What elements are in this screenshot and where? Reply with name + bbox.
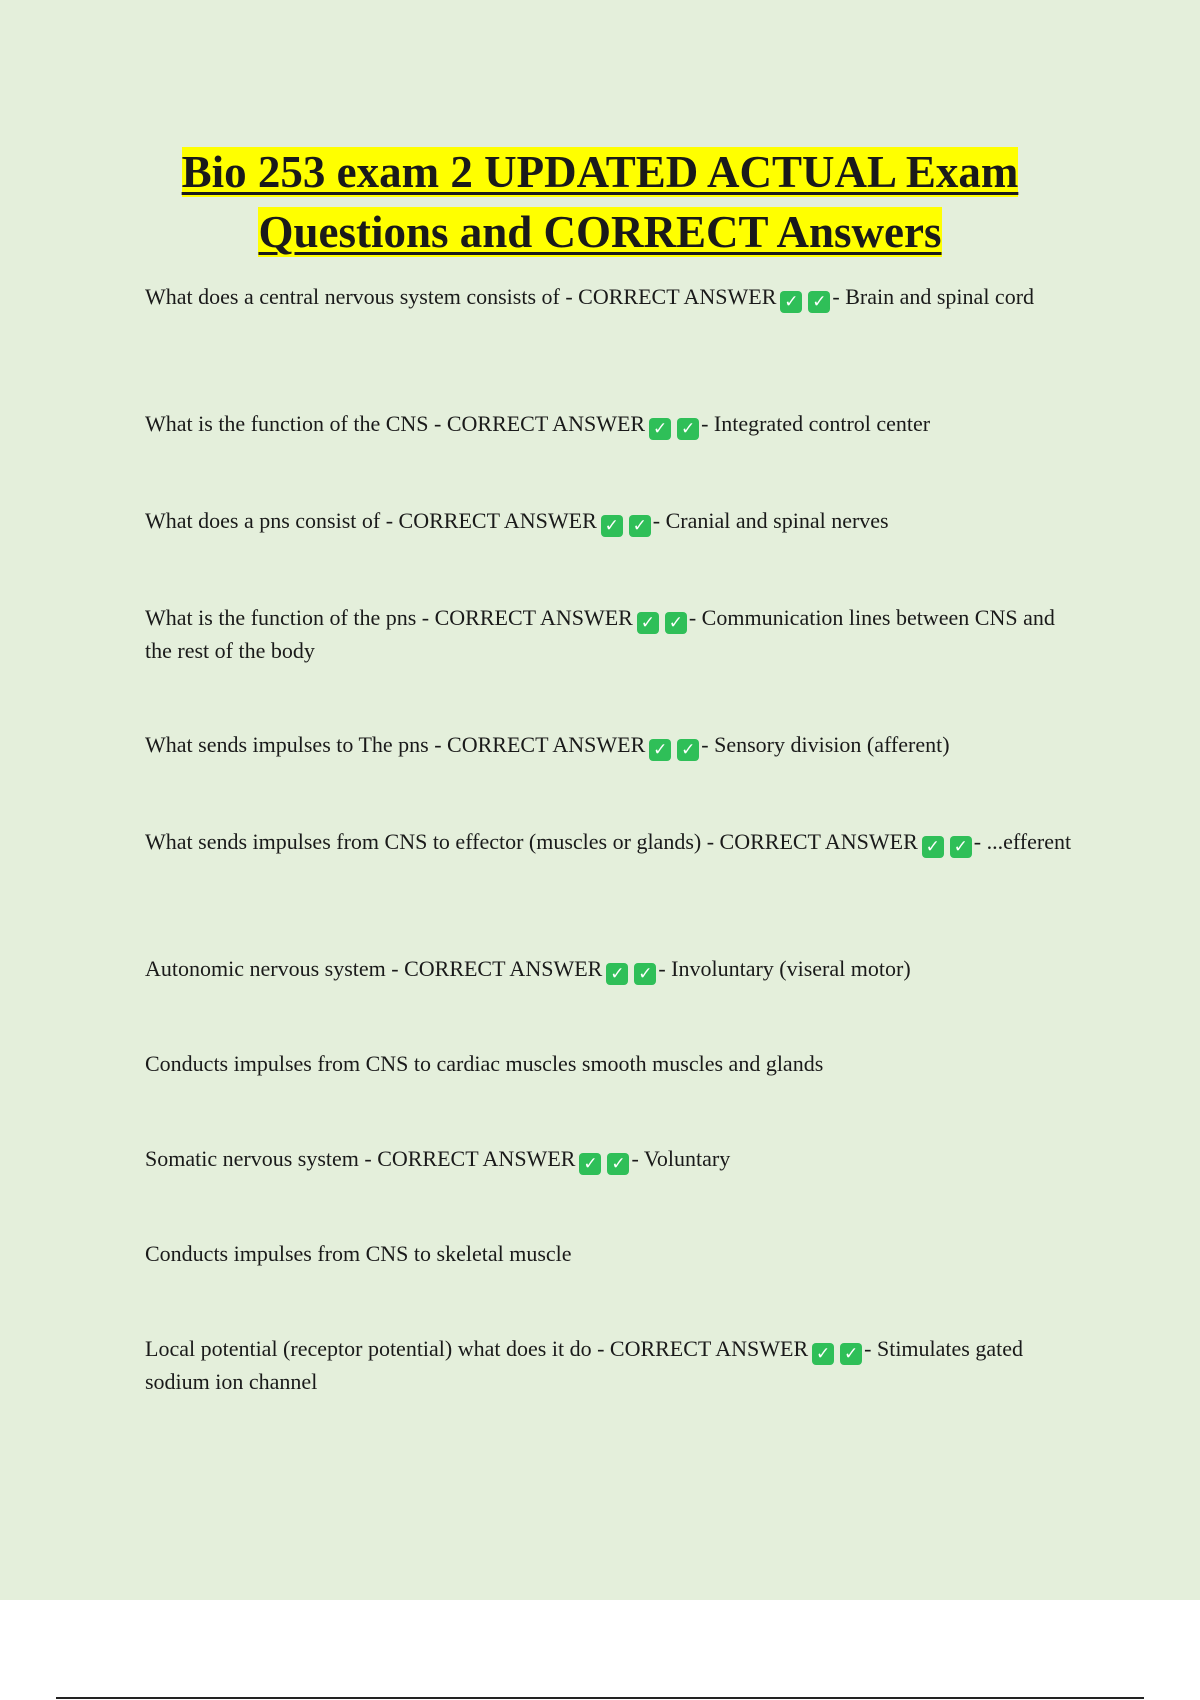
check-mark-icon: ✓ (601, 515, 623, 537)
question-text: Somatic nervous system - CORRECT ANSWER (145, 1146, 576, 1171)
question-text: What is the function of the CNS - CORRECT ANSWER (145, 411, 646, 436)
qa-item (145, 1047, 1085, 1080)
answer-text: - Involuntary (viseral motor) (658, 956, 911, 981)
qa-item (145, 952, 1085, 985)
check-mark-icon: ✓ (637, 612, 659, 634)
footer-divider (56, 1697, 1144, 1699)
answer-text: - Brain and spinal cord (832, 284, 1035, 309)
check-mark-icon: ✓ (606, 963, 628, 985)
title-line-1: Bio 253 exam 2 UPDATED ACTUAL Exam (181, 147, 1019, 197)
check-mark-icon: ✓ (579, 1153, 601, 1175)
qa-item (145, 504, 1085, 537)
answer-text: - ...efferent (973, 829, 1072, 854)
statement-text: Conducts impulses from CNS to cardiac muscles smooth muscles and glands (145, 1051, 824, 1076)
qa-item (145, 1142, 1085, 1175)
question-text: Autonomic nervous system - CORRECT ANSWER (145, 956, 603, 981)
qa-item (145, 280, 1085, 313)
question-text: What is the function of the pns - CORRECT ANSWER (145, 605, 633, 630)
question-text: What sends impulses to The pns - CORRECT ANSWER (145, 732, 646, 757)
check-mark-icon: ✓ (950, 836, 972, 858)
answer-text: - Cranial and spinal nerves (652, 508, 889, 533)
check-mark-icon: ✓ (840, 1343, 862, 1365)
check-mark-icon: ✓ (649, 418, 671, 440)
check-mark-icon: ✓ (634, 963, 656, 985)
question-text: What sends impulses from CNS to effector (muscles or glands) - CORRECT ANSWER (145, 829, 918, 854)
question-text: What does a pns consist of - CORRECT ANSWER (145, 508, 597, 533)
check-mark-icon: ✓ (629, 515, 651, 537)
answer-text: - Stimulates gated sodium ion channel (145, 1336, 1023, 1394)
title-line-2: Questions and CORRECT Answers (258, 207, 942, 257)
check-mark-icon: ✓ (780, 291, 802, 313)
check-mark-icon: ✓ (922, 836, 944, 858)
check-mark-icon: ✓ (812, 1343, 834, 1365)
qa-item (145, 825, 1085, 858)
check-mark-icon: ✓ (607, 1153, 629, 1175)
question-text: What does a central nervous system consists of - CORRECT ANSWER (145, 284, 777, 309)
qa-item (145, 601, 1085, 667)
check-mark-icon: ✓ (665, 612, 687, 634)
answer-text: - Voluntary (631, 1146, 731, 1171)
check-mark-icon: ✓ (649, 739, 671, 761)
qa-item (145, 1332, 1085, 1398)
answer-text: - Integrated control center (701, 411, 931, 436)
check-mark-icon: ✓ (808, 291, 830, 313)
question-text: Local potential (receptor potential) what does it do - CORRECT ANSWER (145, 1336, 809, 1361)
qa-item (145, 1237, 1085, 1270)
check-mark-icon: ✓ (677, 739, 699, 761)
statement-text: Conducts impulses from CNS to skeletal muscle (145, 1241, 572, 1266)
document-title (0, 142, 1200, 262)
qa-item (145, 728, 1085, 761)
answer-text: - Communication lines between CNS and the rest of the body (145, 605, 1055, 663)
answer-text: - Sensory division (afferent) (701, 732, 950, 757)
qa-item (145, 407, 1085, 440)
check-mark-icon: ✓ (677, 418, 699, 440)
